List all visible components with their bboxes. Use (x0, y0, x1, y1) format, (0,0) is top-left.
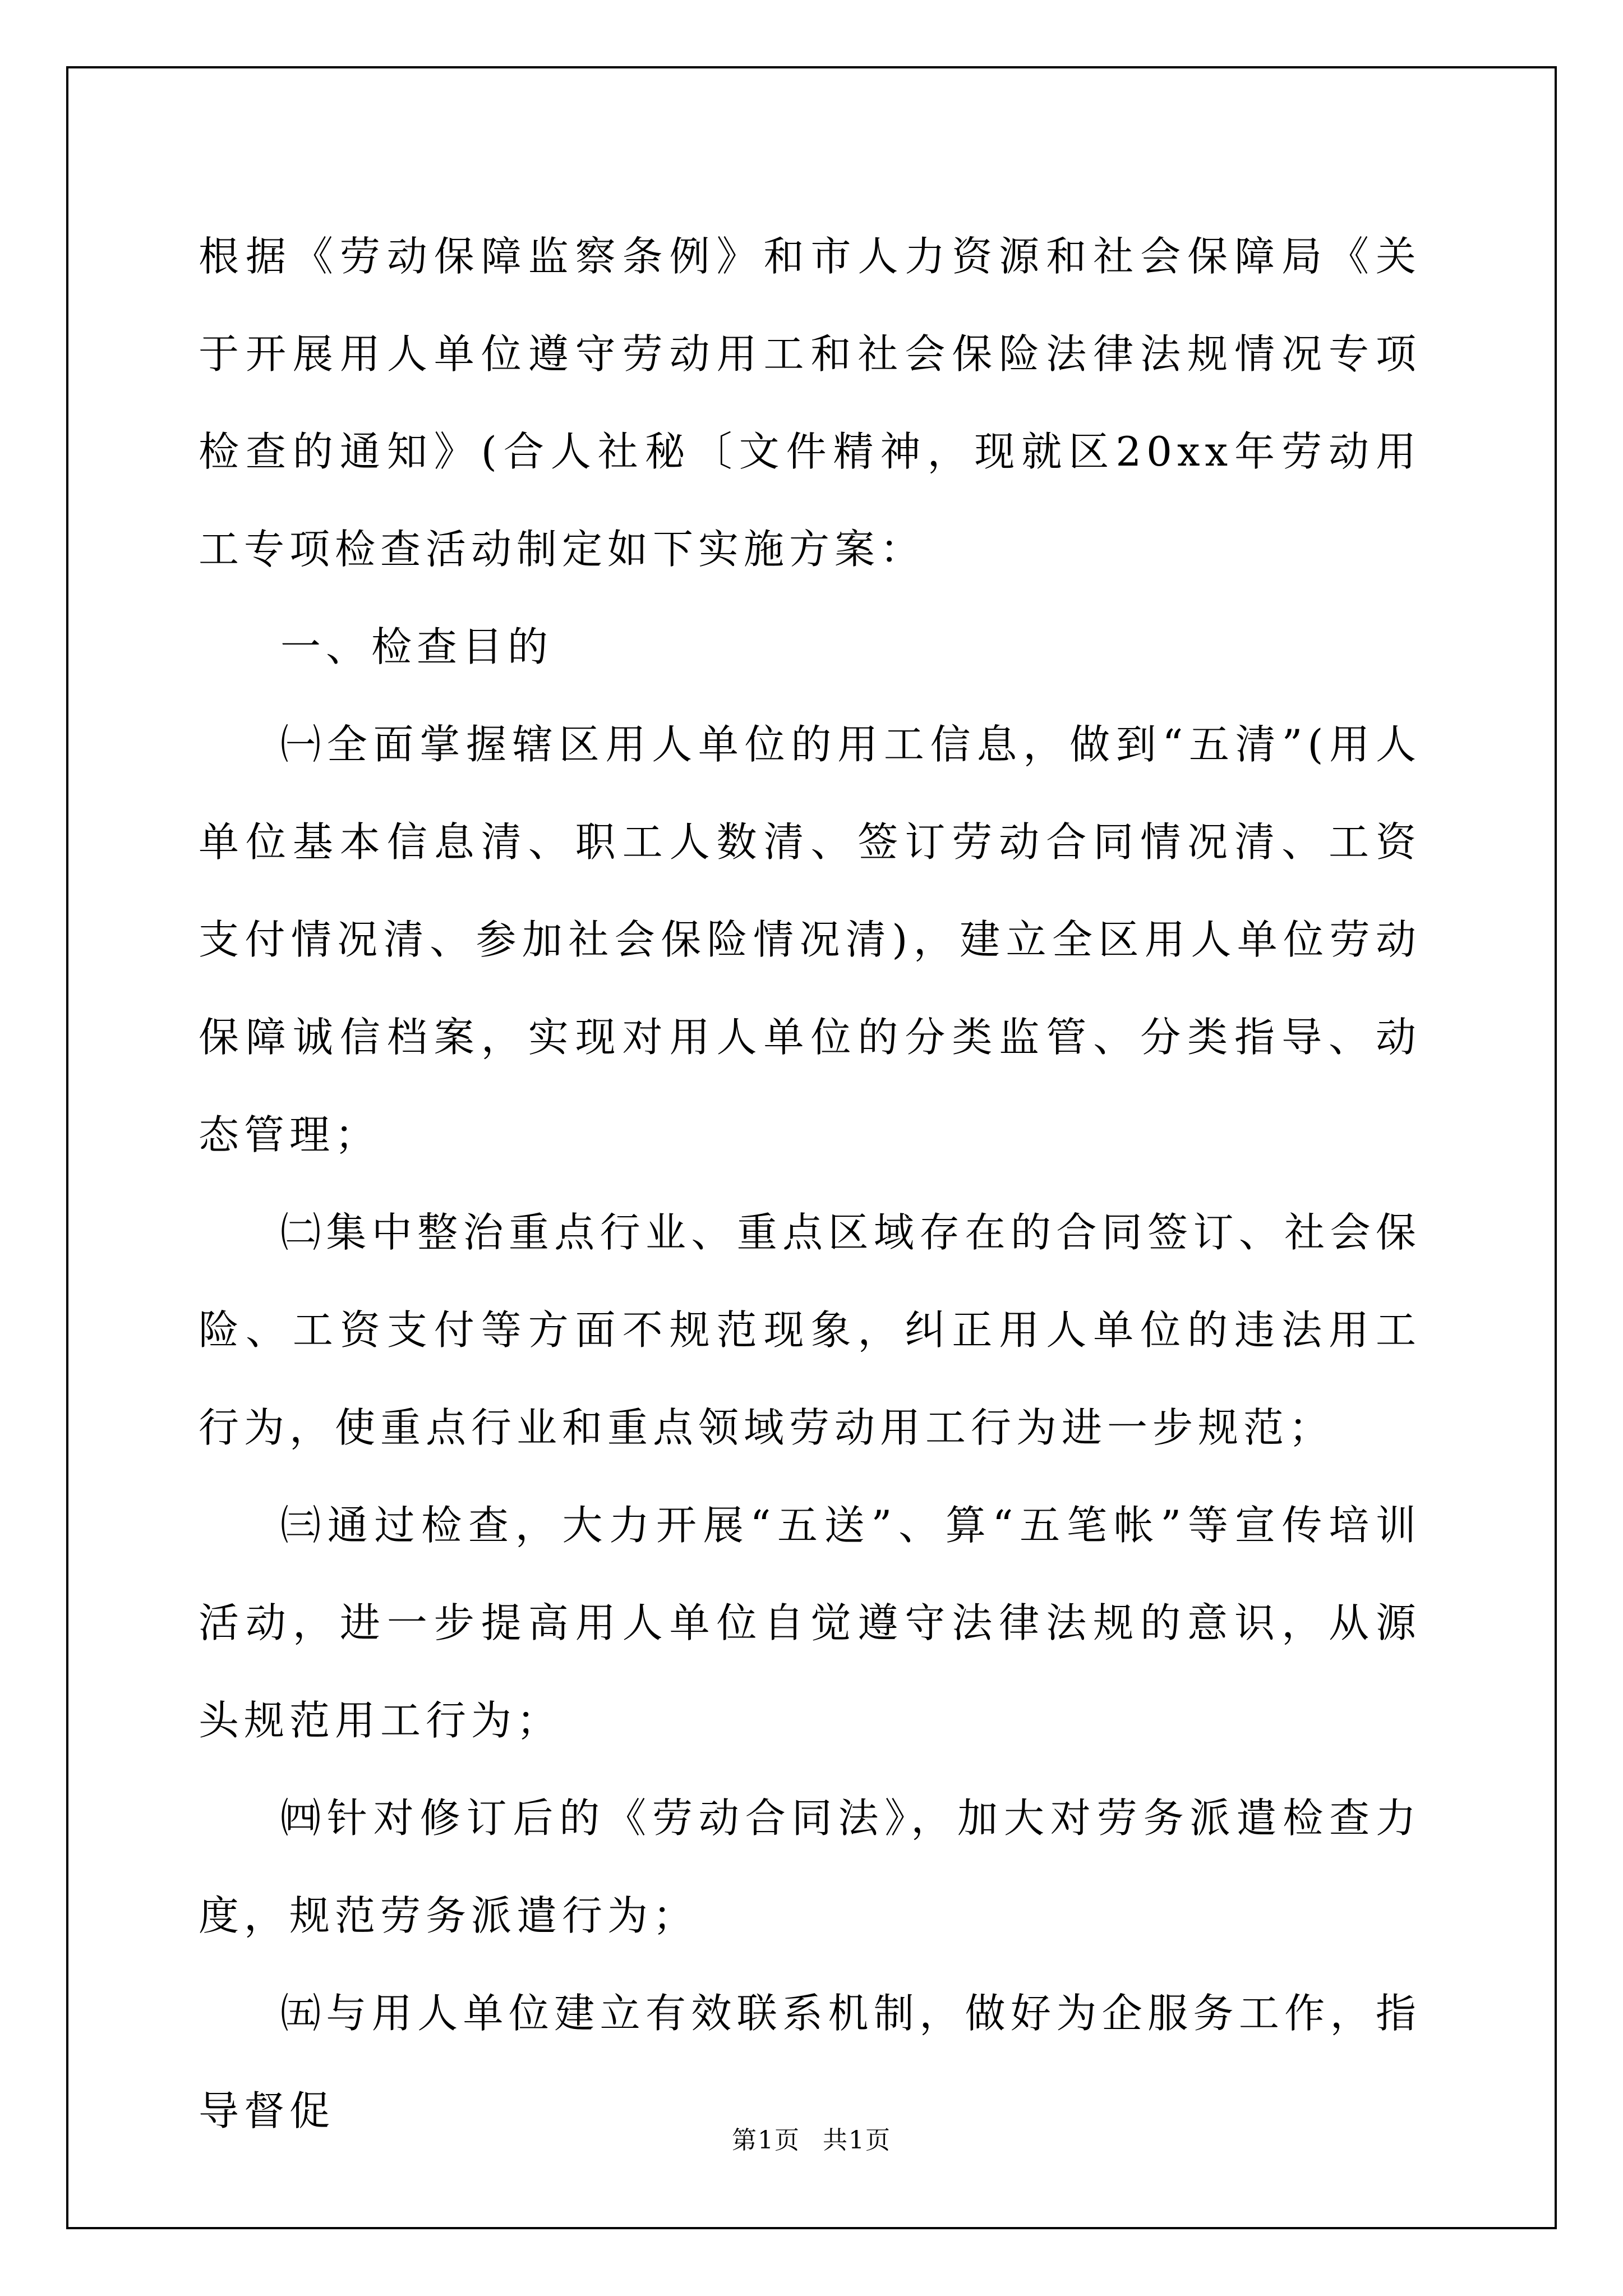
paragraph-item-2: ㈡集中整治重点行业、重点区域存在的合同签订、社会保险、工资支付等方面不规范现象，纠正用人单位的违法用工行为，使重点行业和重点领域劳动用工行为进一步规范； (199, 1209, 1421, 1451)
paragraph-intro: 根据《劳动保障监察条例》和市人力资源和社会保障局《关于开展用人单位遵守劳动用工和社会保险法律法规情况专项检查的通知》(合人社秘〔文件精神，现就区20xx年劳动用工专项检查活动制定如下实施方案： (199, 233, 1421, 573)
page-total-label: 共1页 (823, 2126, 891, 2155)
paragraph-item-5: ㈤与用人单位建立有效联系机制，做好为企服务工作，指导督促 (199, 1990, 1421, 2134)
document-body (199, 208, 1421, 2160)
section-heading-inspection-purpose: 一、检查目的 (280, 623, 554, 670)
paragraph-item-1: ㈠全面掌握辖区用人单位的用工信息，做到“五清”(用人单位基本信息清、职工人数清、签订劳动合同情况清、工资支付情况清、参加社会保险情况清)，建立全区用人单位劳动保障诚信档案，实现对用人单位的分类监管、分类指导、动态管理； (199, 721, 1421, 1158)
paragraph-item-4: ㈣针对修订后的《劳动合同法》，加大对劳务派遣检查力度，规范劳务派遣行为； (199, 1795, 1421, 1939)
page-number-label: 第1页 (732, 2126, 800, 2155)
page-footer (0, 2124, 1623, 2157)
paragraph-item-3: ㈢通过检查，大力开展“五送”、算“五笔帐”等宣传培训活动，进一步提高用人单位自觉遵守法律法规的意识，从源头规范用工行为； (199, 1502, 1421, 1744)
